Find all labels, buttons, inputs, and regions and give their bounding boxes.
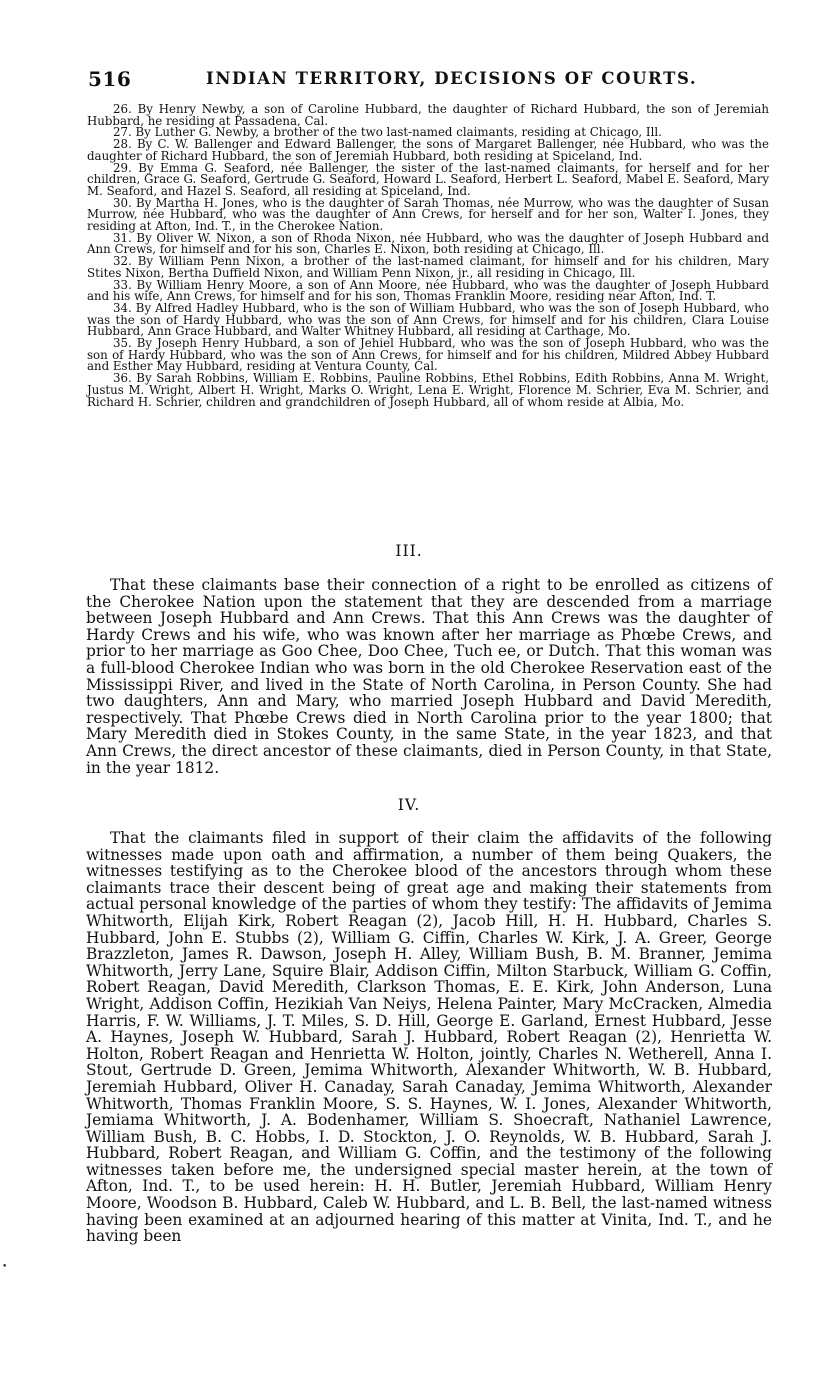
- claimant-paragraph-36: 36. By Sarah Robbins, William E. Robbins, Pauline Robbins, Ethel Robbins, Edith Robbins, Anna M. Wright, Justus M. Wright, Albert H. Wright, Marks O. Wright, Lena E. Wright, Florence M. Schrier, Eva M. Schrier, and Richard H. Schrier, children and grandchildren of Joseph Hubbard, all of whom reside at Albia, Mo.: [87, 371, 769, 409]
- claimants-list: [87, 104, 769, 408]
- section-iv-paragraph: That the claimants filed in support of their claim the affidavits of the following witnesses made upon oath and affirmation, a number of them being Quakers, the witnesses testifying as to the Cherokee blood of the ancestors through whom these claimants trace their descent being of great age and making their statements from actual personal knowledge of the parties of whom they testify: The affidavits of Jemima Whitworth, Elijah Kirk, Robert Reagan (2), Jacob Hill, H. H. Hubbard, Charles S. Hubbard, John E. Stubbs (2), William G. Ciffin, Charles W. Kirk, J. A. Greer, George Brazzleton, James R. Dawson, Joseph H. Alley, William Bush, B. M. Branner, Jemima Whitworth, Jerry Lane, Squire Blair, Addison Ciffin, Milton Starbuck, William G. Coffin, Robert Reagan, David Meredith, Clarkson Thomas, E. E. Kirk, John Anderson, Luna Wright, Addison Coffin, Hezikiah Van Neiys, Helena Painter, Mary McCracken, Almedia Harris, F. W. Williams, J. T. Miles, S. D. Hill, George E. Garland, Ernest Hubbard, Jesse A. Haynes, Joseph W. Hubbard, Sarah J. Hubbard, Robert Reagan (2), Henrietta W. Holton, Robert Reagan and Henrietta W. Holton, jointly, Charles N. Wetherell, Anna I. Stout, Gertrude D. Green, Jemima Whitworth, Alexander Whitworth, W. B. Hubbard, Jeremiah Hubbard, Oliver H. Canaday, Sarah Canaday, Jemima Whitworth, Alexander Whitworth, Thomas Franklin Moore, S. S. Haynes, W. I. Jones, Alexander Whitworth, Jemiama Whitworth, J. A. Bodenhamer, William S. Shoecraft, Nathaniel Lawrence, William Bush, B. C. Hobbs, I. D. Stockton, J. O. Reynolds, W. B. Hubbard, Sarah J. Hubbard, Robert Reagan, and William G. Coffin, and the testimony of the following witnesses taken before me, the undersigned special master herein, at the town of Afton, Ind. T., to be used herein: H. H. Butler, Jeremiah Hubbard, William Henry Moore, Woodson B. Hubbard, Caleb W. Hubbard, and L. B. Bell, the last-named witness having been examined at an adjourned hearing of this matter at Vinita, Ind. T., and he having been: [86, 829, 772, 1246]
- section-iv-body: [86, 830, 772, 1245]
- claimant-paragraph-29: 29. By Emma G. Seaford, née Ballenger, the sister of the last-named claimants, for herself and for her children, Grace G. Seaford, Gertrude G. Seaford, Howard L. Seaford, Herbert L. Seaford, Mabel E. Seaford, Mary M. Seaford, and Hazel S. Seaford, all residing at Spiceland, Ind.: [87, 160, 769, 198]
- claimant-paragraph-33: 33. By William Henry Moore, a son of Ann Moore, née Hubbard, who was the daughter of Joseph Hubbard and his wife, Ann Crews, for himself and for his son, Thomas Franklin Moore, residing near Afton, Ind. T.: [87, 277, 769, 304]
- claimant-paragraph-30: 30. By Martha H. Jones, who is the daughter of Sarah Thomas, née Murrow, who was the daughter of Susan Murrow, née Hubbard, who was the daughter of Ann Crews, for herself and for her son, Walter I. Jones, they residing at Afton, Ind. T., in the Cherokee Nation.: [87, 195, 769, 234]
- section-iii-paragraph: That these claimants base their connection of a right to be enrolled as citizens of the Cherokee Nation upon the statement that they are descended from a marriage between Joseph Hubbard and Ann Crews. That this Ann Crews was the daughter of Hardy Crews and his wife, who was known after her marriage as Phœbe Crews, and prior to her marriage as Goo Chee, Doo Chee, Tuch ee, or Dutch. That this woman was a full-blood Cherokee Indian who was born in the old Cherokee Reservation east of the Mississippi River, and lived in the State of North Carolina, in Person County. She had two daughters, Ann and Mary, who married Joseph Hubbard and David Meredith, respectively. That Phœbe Crews died in North Carolina prior to the year 1800; that Mary Meredith died in Stokes County, in the same State, in the year 1823, and that Ann Crews, the direct ancestor of these claimants, died in Person County, in that State, in the year 1812.: [86, 576, 772, 777]
- section-iii-body: [86, 577, 772, 776]
- claimant-paragraph-31: 31. By Oliver W. Nixon, a son of Rhoda Nixon, née Hubbard, who was the daughter of Joseph Hubbard and Ann Crews, for himself and for his son, Charles E. Nixon, both residing at Chicago, Ill.: [87, 230, 769, 257]
- claimant-paragraph-32: 32. By William Penn Nixon, a brother of the last-named claimant, for himself and for his children, Mary Stites Nixon, Bertha Duffield Nixon, and William Penn Nixon, jr., all residing in Chicago, Ill.: [87, 254, 769, 280]
- page-header: [88, 67, 778, 91]
- claimant-paragraph-35: 35. By Joseph Henry Hubbard, a son of Jehiel Hubbard, who was the son of Joseph Hubbard, who was the son of Hardy Hubbard, who was the son of Ann Crews, for himself and for his children, Mildred Abbey Hubbard and Esther May Hubbard, residing at Ventura County, Cal.: [87, 336, 769, 374]
- page-number: 516: [88, 67, 132, 91]
- running-title: INDIAN TERRITORY, DECISIONS OF COURTS.: [206, 69, 698, 88]
- claimant-paragraph-27: 27. By Luther G. Newby, a brother of the two last-named claimants, residing at Chicago, Ill.: [113, 125, 662, 140]
- section-heading-iv: IV.: [397, 796, 421, 814]
- section-heading-iii: III.: [395, 542, 423, 560]
- claimant-paragraph-28: 28. By C. W. Ballenger and Edward Ballenger, the sons of Margaret Ballenger, née Hubbard, who was the daughter of Richard Hubbard, the son of Jeremiah Hubbard, both residing at Spiceland, Ind.: [87, 137, 769, 163]
- margin-mark: •: [2, 1262, 8, 1272]
- claimant-paragraph-34: 34. By Alfred Hadley Hubbard, who is the son of William Hubbard, who was the son of Joseph Hubbard, who was the son of Hardy Hubbard, who was the son of Ann Crews, for himself and for his children, Clara Louise Hubbard, Ann Grace Hubbard, and Walter Whitney Hubbard, all residing at Carthage, Mo.: [87, 300, 769, 339]
- claimant-paragraph-26: 26. By Henry Newby, a son of Caroline Hubbard, the daughter of Richard Hubbard, the son of Jeremiah Hubbard, he residing at Passadena, Cal.: [87, 102, 769, 128]
